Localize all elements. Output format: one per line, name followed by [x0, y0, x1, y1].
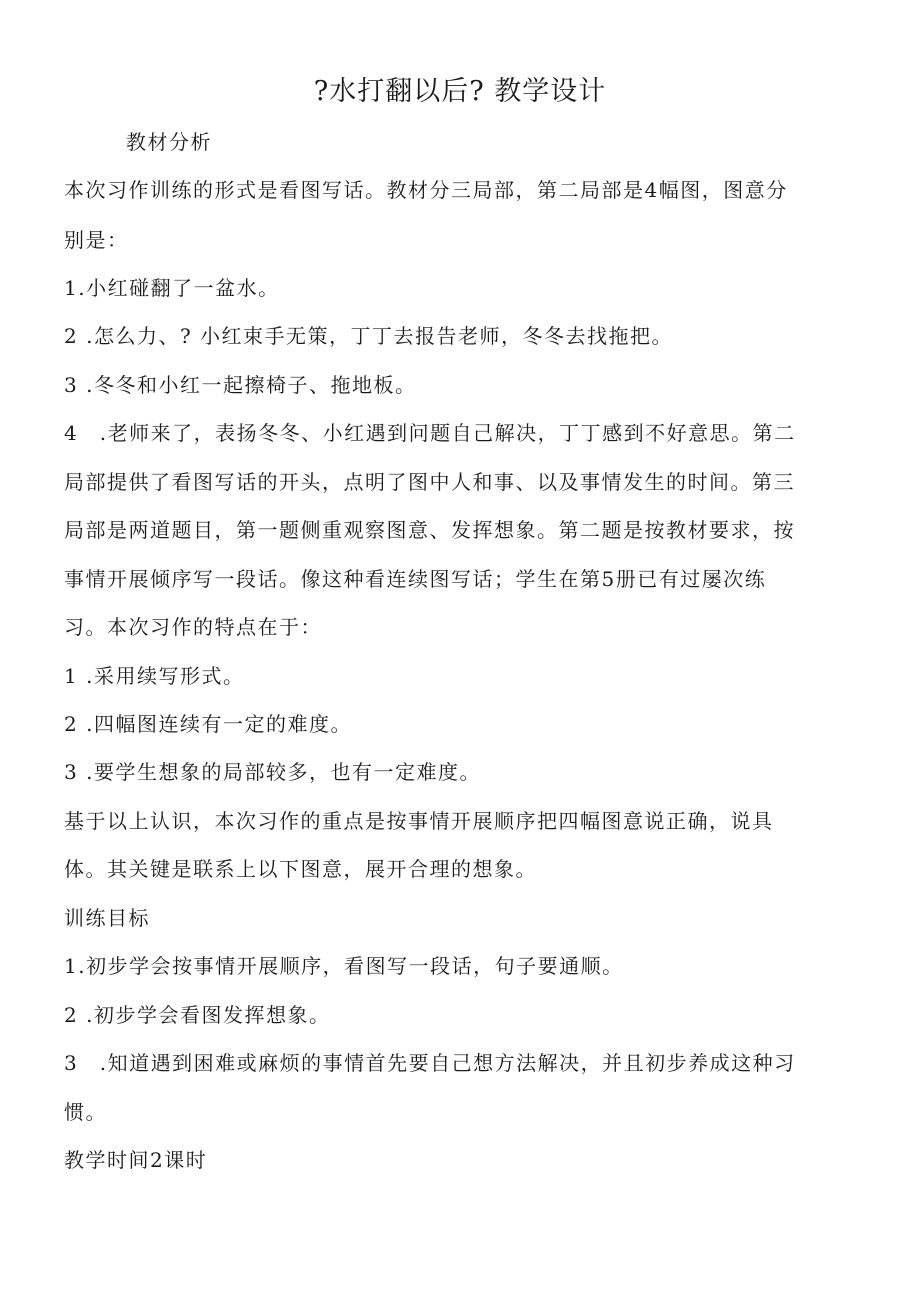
paragraph-line: 局部是两道题目，第一题侧重观察图意、发挥想象。第二题是按教材要求，按	[64, 518, 795, 542]
paragraph-line: 局部提供了看图写话的开头，点明了图中人和事、以及事情发生的时间。第三	[64, 470, 795, 494]
paragraph-line: 惯。	[64, 1100, 107, 1124]
list-item: 1.小红碰翻了一盆水。	[64, 276, 280, 300]
list-item: 2 .初步学会看图发挥想象。	[64, 1003, 331, 1027]
paragraph-line: 体。其关键是联系上以下图意，展开合理的想象。	[64, 857, 537, 881]
list-item: 1 .采用续写形式。	[64, 664, 245, 688]
document-title: ?水打翻以后? 教学设计	[313, 76, 607, 107]
paragraph-line: 事情开展倾序写一段话。像这种看连续图写话；学生在第5册已有过屡次练	[64, 567, 767, 591]
list-item: 3 .要学生想象的局部较多，也有一定难度。	[64, 760, 481, 784]
list-item: 2 .四幅图连续有一定的难度。	[64, 712, 352, 736]
list-item: 4 .老师来了，表扬冬冬、小红遇到问题自己解决，丁丁感到不好意思。第二	[64, 421, 796, 445]
section-heading-analysis: 教材分析	[126, 130, 212, 154]
section-heading-goals: 训练目标	[64, 906, 150, 930]
list-item: 3 .冬冬和小红一起擦椅子、拖地板。	[64, 373, 417, 397]
paragraph-line: 本次习作训练的形式是看图写话。教材分三局部，第二局部是4幅图，图意分	[64, 178, 788, 202]
list-item: 2 .怎么力、? 小红束手无策，丁丁去报告老师，冬冬去找拖把。	[64, 324, 674, 348]
list-item: 3 .知道遇到困难或麻烦的事情首先要自己想方法解决，并且初步养成这种习	[64, 1051, 796, 1075]
paragraph-line: 别是：	[64, 228, 129, 252]
paragraph-line: 习。本次习作的特点在于：	[64, 615, 322, 639]
paragraph-line: 基于以上认识，本次习作的重点是按事情开展顺序把四幅图意说正确，说具	[64, 809, 774, 833]
list-item: 1.初步学会按事情开展顺序，看图写一段话，句子要通顺。	[64, 954, 624, 978]
teaching-time: 教学时间2课时	[64, 1148, 208, 1172]
